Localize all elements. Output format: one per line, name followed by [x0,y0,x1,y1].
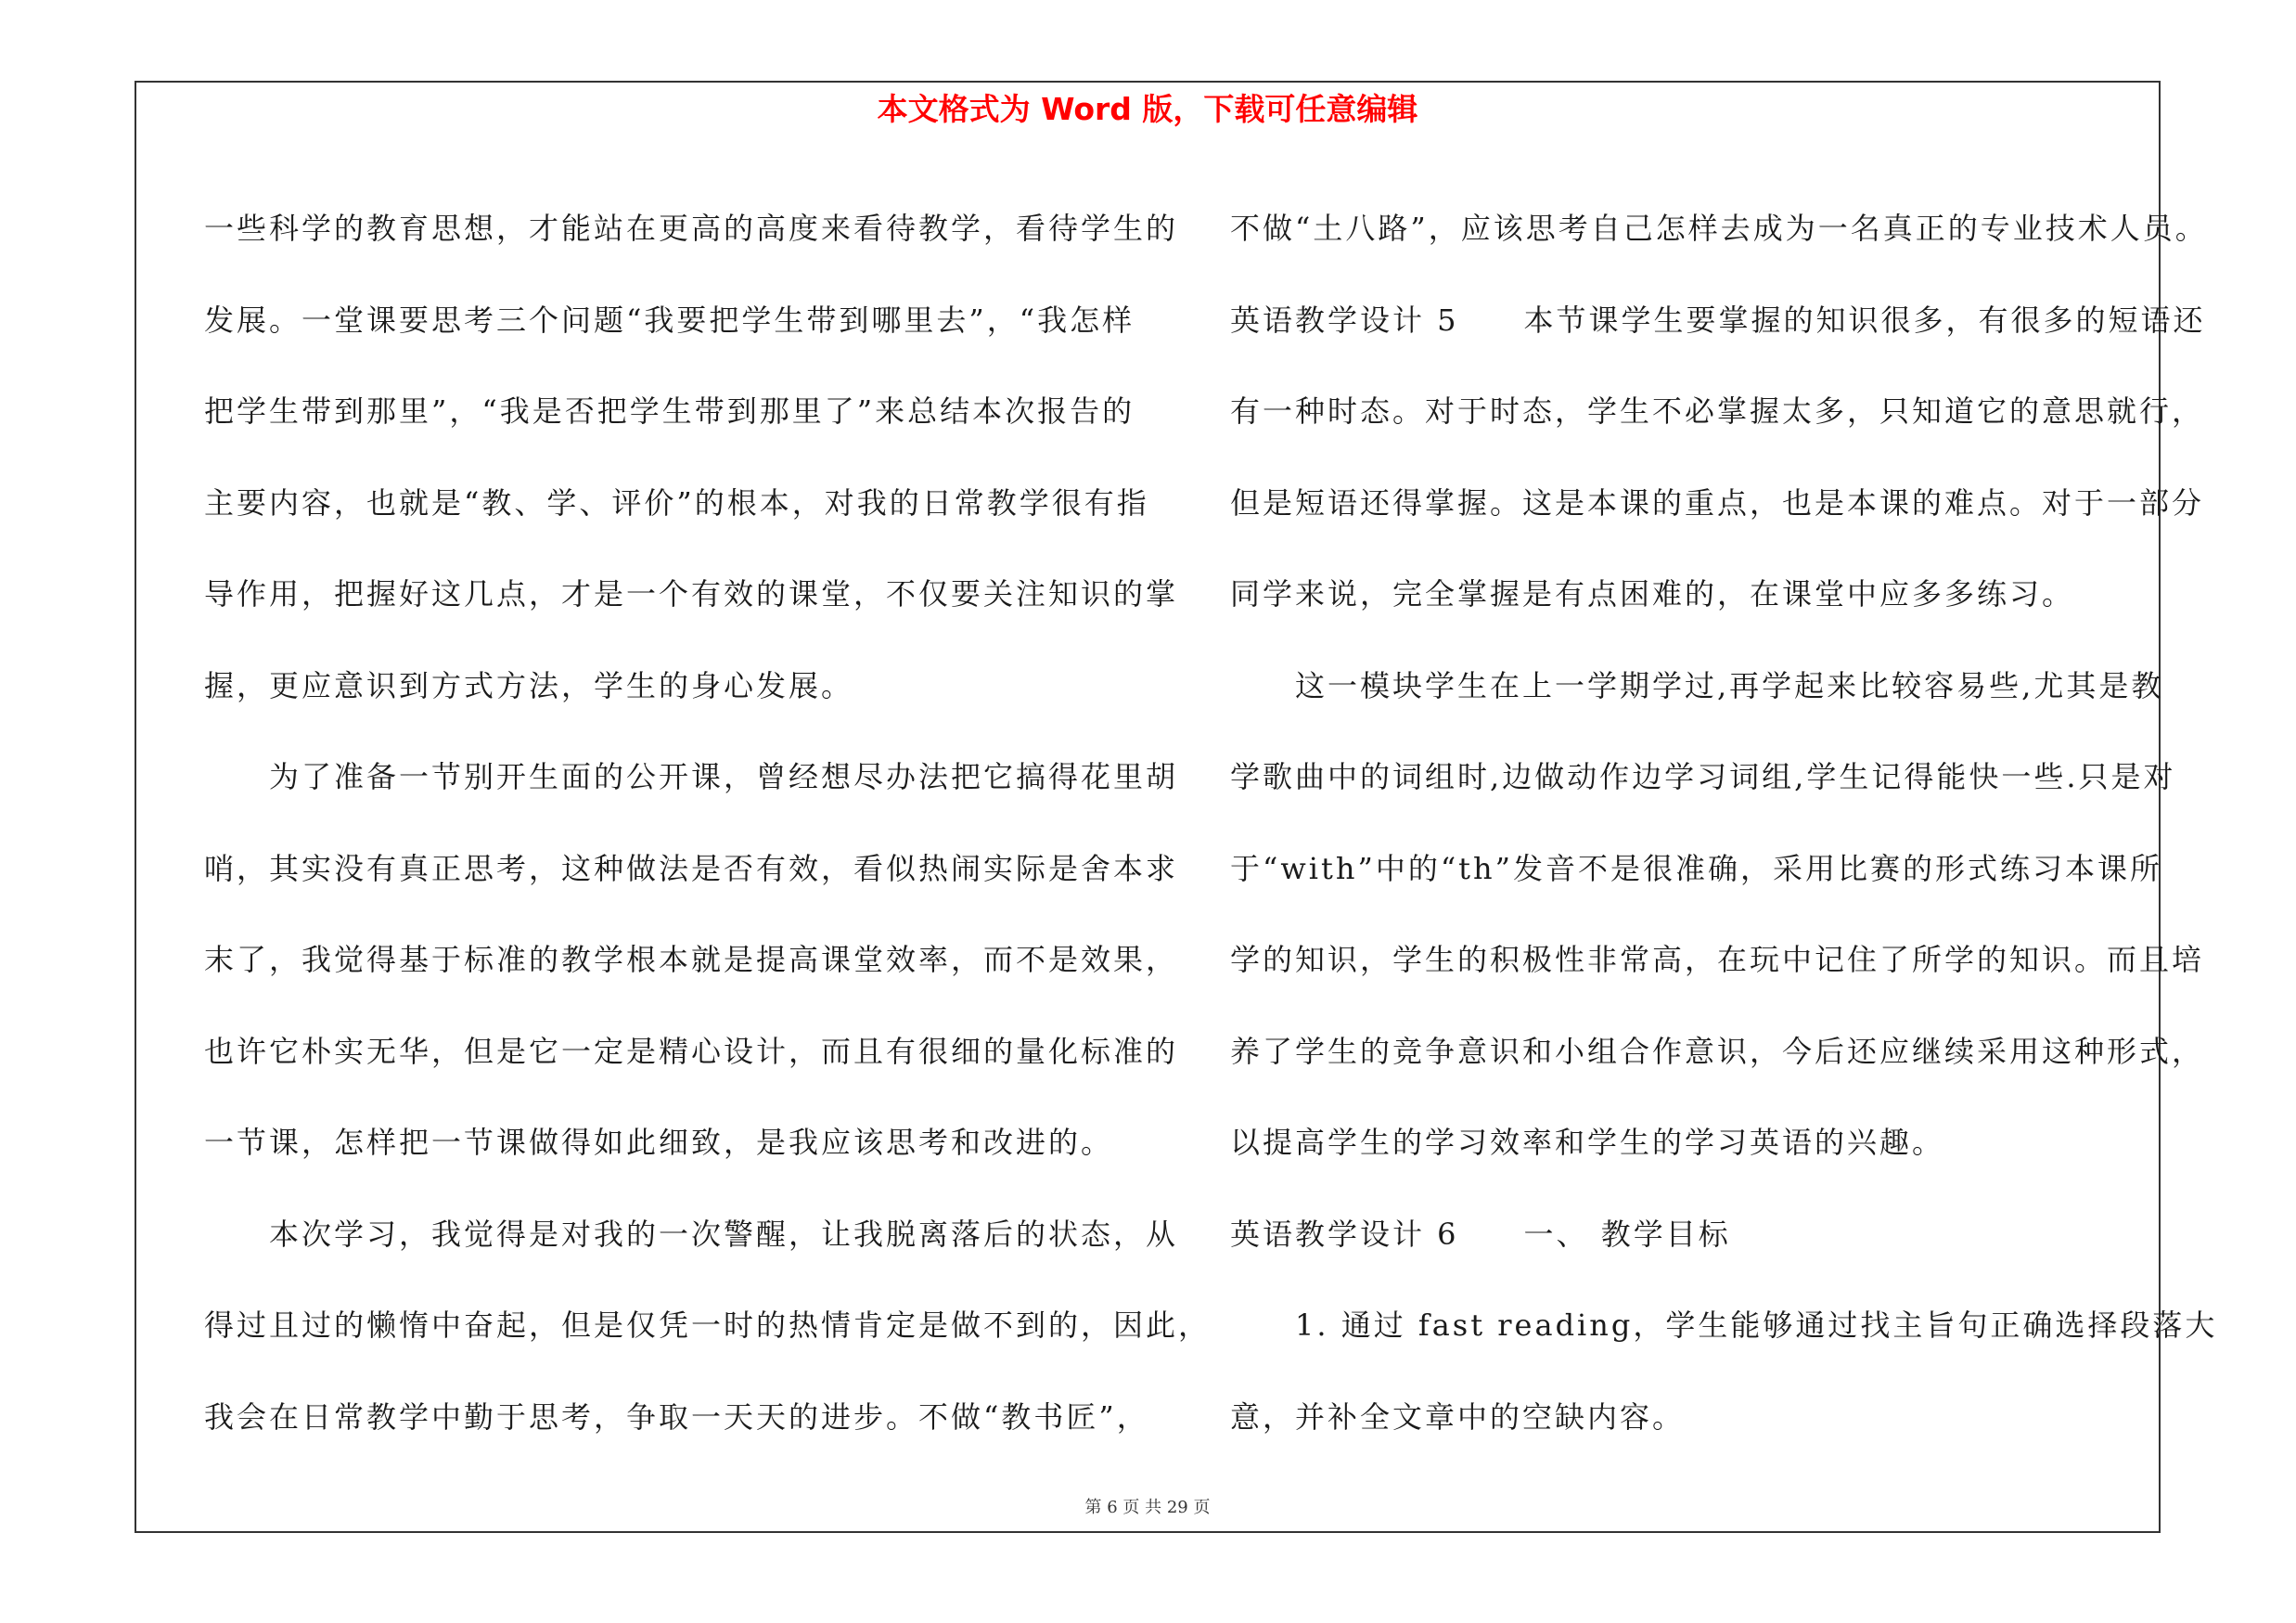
text-line: 同学来说，完全掌握是有点困难的，在课堂中应多多练习。 [1230,576,2075,612]
text-line: 于“with”中的“th”发音不是很准确，采用比赛的形式练习本课所 [1230,850,2163,886]
text-line: 哨，其实没有真正思考，这种做法是否有效，看似热闹实际是舍本求 [204,850,1179,886]
text-line: 不做“土八路”，应该思考自己怎样去成为一名真正的专业技术人员。 [1230,211,2208,246]
text-line: 学歌曲中的词组时,边做动作边学习词组,学生记得能快一些.只是对 [1230,759,2176,794]
text-line: 也许它朴实无华，但是它一定是精心设计，而且有很细的量化标准的 [204,1033,1179,1069]
left-text-column [204,183,1212,1462]
text-line: 学的知识，学生的积极性非常高，在玩中记住了所学的知识。而且培 [1230,942,2205,977]
text-line: 主要内容，也就是“教、学、评价”的根本，对我的日常教学很有指 [204,484,1149,521]
text-line: 握，更应意识到方式方法，学生的身心发展。 [204,667,854,703]
page-number-footer: 第 6 页 共 29 页 [1084,1498,1211,1517]
right-text-column [1230,183,2218,1462]
text-line: 以提高学生的学习效率和学生的学习英语的兴趣。 [1230,1125,1945,1160]
text-line: 一节课，怎样把一节课做得如此细致，是我应该思考和改进的。 [204,1125,1114,1160]
text-line: 有一种时态。对于时态，学生不必掌握太多，只知道它的意思就行， [1230,393,2205,429]
text-line: 但是短语还得掌握。这是本课的重点，也是本课的难点。对于一部分 [1230,484,2205,521]
text-line: 英语教学设计 5 本节课学生要掌握的知识很多，有很多的短语还 [1230,302,2206,338]
text-line: 得过且过的懒惰中奋起，但是仅凭一时的热情肯定是做不到的，因此， [204,1307,1212,1343]
text-line: 本次学习，我觉得是对我的一次警醒，让我脱离落后的状态，从 [204,1216,1179,1252]
text-line: 发展。一堂课要思考三个问题“我要把学生带到哪里去”，“我怎样 [204,302,1135,338]
text-line: 英语教学设计 6 一、 教学目标 [1230,1216,1731,1252]
text-line: 意，并补全文章中的空缺内容。 [1230,1398,1686,1435]
format-notice-header: 本文格式为 Word 版，下载可任意编辑 [877,91,1418,127]
text-line: 这一模块学生在上一学期学过,再学起来比较容易些,尤其是教 [1230,667,2164,703]
text-line: 末了，我觉得基于标准的教学根本就是提高课堂效率，而不是效果， [204,942,1179,977]
text-line: 导作用，把握好这几点，才是一个有效的课堂，不仅要关注知识的掌 [204,576,1179,612]
text-line: 我会在日常教学中勤于思考，争取一天天的进步。不做“教书匠”， [204,1398,1149,1435]
text-line: 一些科学的教育思想，才能站在更高的高度来看待教学，看待学生的 [204,211,1179,246]
text-line: 养了学生的竞争意识和小组合作意识，今后还应继续采用这种形式， [1230,1033,2205,1069]
text-line: 把学生带到那里”，“我是否把学生带到那里了”来总结本次报告的 [204,393,1135,429]
text-line: 为了准备一节别开生面的公开课，曾经想尽办法把它搞得花里胡 [204,759,1179,794]
text-line: 1. 通过 fast reading，学生能够通过找主旨句正确选择段落大 [1230,1307,2218,1343]
